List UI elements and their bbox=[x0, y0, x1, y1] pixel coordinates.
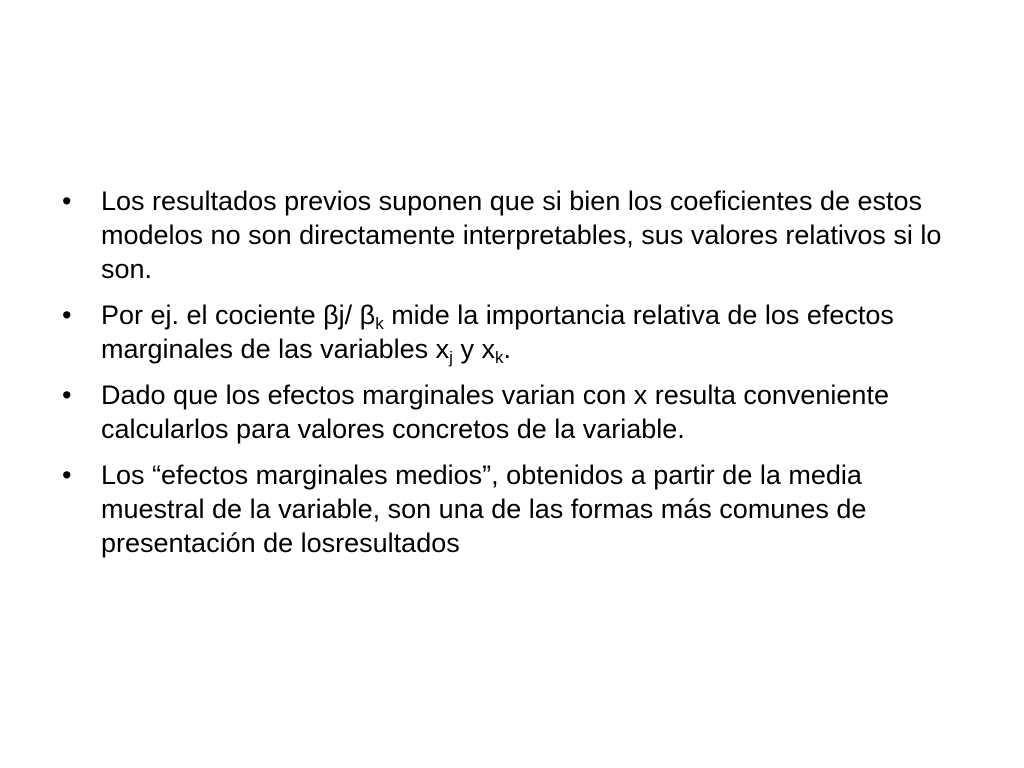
subscript: k bbox=[375, 314, 384, 333]
bullet-text: Dado que los efectos marginales varian con x resulta conveniente calcularlos para valores concretos de la variable. bbox=[101, 380, 889, 444]
subscript: j bbox=[449, 348, 453, 367]
text-fragment: . bbox=[503, 334, 511, 364]
bullet-icon: • bbox=[62, 186, 72, 216]
bullet-list bbox=[62, 184, 972, 572]
text-fragment: Por ej. el cociente βj/ β bbox=[101, 300, 376, 330]
bullet-icon: • bbox=[62, 300, 72, 330]
bullet-icon: • bbox=[62, 380, 72, 410]
bullet-item-3 bbox=[62, 378, 972, 446]
bullet-text: Los “efectos marginales medios”, obtenidos a partir de la media muestral de la variable, son una de las formas más comunes de presentación de losresultados bbox=[101, 460, 867, 558]
bullet-icon: • bbox=[62, 460, 72, 490]
bullet-item-1 bbox=[62, 184, 972, 286]
bullet-item-4 bbox=[62, 458, 972, 560]
text-fragment: mide la importancia relativa de los efectos marginales de las variables x bbox=[101, 300, 894, 364]
bullet-item-2 bbox=[62, 298, 972, 366]
subscript: k bbox=[494, 348, 504, 367]
bullet-text bbox=[101, 300, 894, 367]
bullet-text: Los resultados previos suponen que si bien los coeficientes de estos modelos no son directamente interpretables, sus valores relativos si lo son. bbox=[101, 186, 942, 284]
text-fragment: y x bbox=[452, 334, 495, 364]
